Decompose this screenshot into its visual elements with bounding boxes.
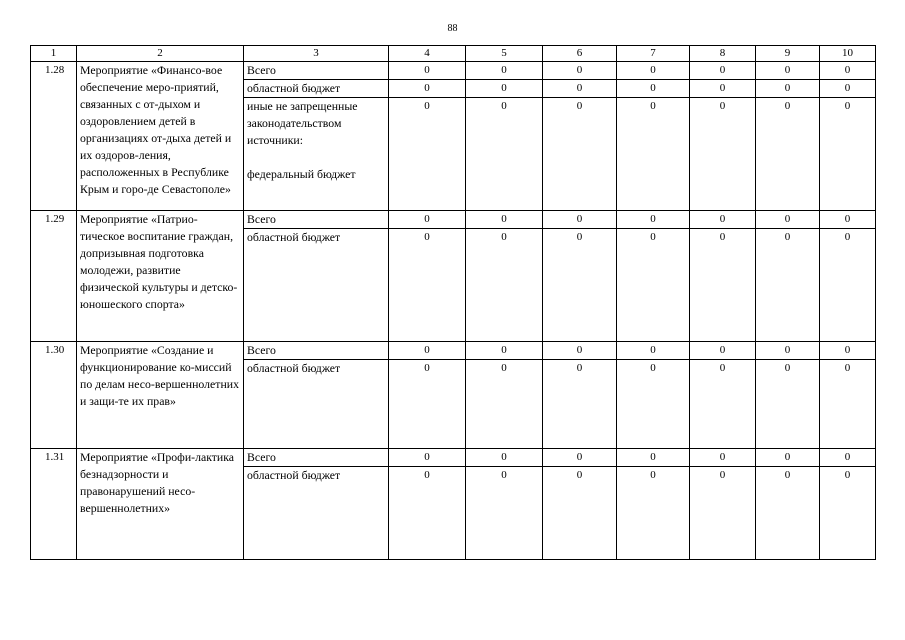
value-cell: 0 — [820, 211, 876, 229]
column-header: 10 — [820, 46, 876, 62]
value-cell: 0 — [543, 62, 617, 80]
value-cell: 0 — [617, 229, 690, 342]
column-header: 1 — [31, 46, 77, 62]
value-cell: 0 — [617, 62, 690, 80]
column-header: 5 — [466, 46, 543, 62]
value-cell: 0 — [389, 211, 466, 229]
measure-name: Мероприятие «Профи-лактика безнадзорности и правонарушений несо-вершеннолетних» — [77, 449, 244, 560]
value-cell: 0 — [690, 342, 756, 360]
funding-source-line: областной бюджет — [247, 230, 341, 244]
value-cell: 0 — [466, 360, 543, 449]
value-cell: 0 — [690, 229, 756, 342]
column-header: 7 — [617, 46, 690, 62]
funding-source-line: Всего — [247, 450, 276, 464]
column-header: 8 — [690, 46, 756, 62]
value-cell: 0 — [690, 360, 756, 449]
value-cell: 0 — [617, 449, 690, 467]
value-cell: 0 — [543, 211, 617, 229]
value-cell: 0 — [389, 98, 466, 211]
value-cell: 0 — [466, 62, 543, 80]
funding-source-line: законодательством — [247, 116, 342, 130]
measure-number: 1.28 — [31, 62, 77, 211]
value-cell: 0 — [690, 98, 756, 211]
value-cell: 0 — [389, 80, 466, 98]
value-cell: 0 — [543, 98, 617, 211]
measure-number: 1.31 — [31, 449, 77, 560]
measure-name: Мероприятие «Финансо-вое обеспечение меро-приятий, связанных с от-дыхом и оздоровлением детей в организациях от-дыха детей и их оздоров-ления, расположенных в Республике Крым и горо-де Севастополе» — [77, 62, 244, 211]
value-cell: 0 — [466, 467, 543, 560]
funding-source-line: источники: — [247, 133, 304, 147]
value-cell: 0 — [756, 62, 820, 80]
value-cell: 0 — [389, 342, 466, 360]
value-cell: 0 — [617, 211, 690, 229]
value-cell: 0 — [756, 360, 820, 449]
value-cell: 0 — [690, 467, 756, 560]
value-cell: 0 — [389, 467, 466, 560]
value-cell: 0 — [690, 62, 756, 80]
value-cell: 0 — [820, 449, 876, 467]
funding-source — [244, 467, 389, 560]
value-cell: 0 — [820, 360, 876, 449]
value-cell: 0 — [389, 449, 466, 467]
table-row — [31, 342, 876, 360]
value-cell: 0 — [756, 449, 820, 467]
value-cell: 0 — [820, 229, 876, 342]
value-cell: 0 — [543, 342, 617, 360]
value-cell: 0 — [389, 229, 466, 342]
funding-source — [244, 342, 389, 360]
funding-source-line: Всего — [247, 63, 276, 77]
funding-source-line: Всего — [247, 212, 276, 226]
column-header: 6 — [543, 46, 617, 62]
funding-source — [244, 211, 389, 229]
value-cell: 0 — [543, 229, 617, 342]
value-cell: 0 — [756, 80, 820, 98]
funding-source — [244, 449, 389, 467]
funding-source-line: областной бюджет — [247, 361, 341, 375]
value-cell: 0 — [466, 98, 543, 211]
value-cell: 0 — [617, 98, 690, 211]
funding-source — [244, 80, 389, 98]
value-cell: 0 — [820, 98, 876, 211]
value-cell: 0 — [820, 62, 876, 80]
column-header: 4 — [389, 46, 466, 62]
funding-source-line: областной бюджет — [247, 81, 341, 95]
value-cell: 0 — [690, 80, 756, 98]
table-header-row — [31, 46, 876, 62]
funding-source-line — [247, 149, 385, 166]
value-cell: 0 — [466, 211, 543, 229]
table-row — [31, 211, 876, 229]
value-cell: 0 — [466, 342, 543, 360]
value-cell: 0 — [617, 342, 690, 360]
table-row — [31, 62, 876, 80]
value-cell: 0 — [756, 229, 820, 342]
funding-source-line: областной бюджет — [247, 468, 341, 482]
funding-source-line: иные не запрещенные — [247, 99, 358, 113]
value-cell: 0 — [543, 80, 617, 98]
value-cell: 0 — [617, 360, 690, 449]
value-cell: 0 — [820, 80, 876, 98]
column-header: 9 — [756, 46, 820, 62]
funding-source — [244, 62, 389, 80]
value-cell: 0 — [466, 80, 543, 98]
measure-name: Мероприятие «Патрио-тическое воспитание граждан, допризывная подготовка молодежи, развитие физической культуры и детско-юношеского спорта» — [77, 211, 244, 342]
value-cell: 0 — [756, 342, 820, 360]
funding-source-line: федеральный бюджет — [247, 167, 356, 181]
value-cell: 0 — [756, 98, 820, 211]
funding-source — [244, 229, 389, 342]
measure-name: Мероприятие «Создание и функционирование ко-миссий по делам несо-вершеннолетних и защи-те их прав» — [77, 342, 244, 449]
value-cell: 0 — [389, 62, 466, 80]
value-cell: 0 — [690, 211, 756, 229]
funding-source — [244, 98, 389, 211]
value-cell: 0 — [820, 467, 876, 560]
measure-number: 1.29 — [31, 211, 77, 342]
value-cell: 0 — [617, 467, 690, 560]
value-cell: 0 — [389, 360, 466, 449]
value-cell: 0 — [756, 211, 820, 229]
program-measures-table — [30, 45, 876, 560]
column-header: 2 — [77, 46, 244, 62]
table-row — [31, 449, 876, 467]
value-cell: 0 — [617, 80, 690, 98]
value-cell: 0 — [466, 449, 543, 467]
value-cell: 0 — [543, 449, 617, 467]
funding-source — [244, 360, 389, 449]
value-cell: 0 — [543, 360, 617, 449]
value-cell: 0 — [690, 449, 756, 467]
value-cell: 0 — [466, 229, 543, 342]
page-number: 88 — [447, 23, 458, 34]
measure-number: 1.30 — [31, 342, 77, 449]
value-cell: 0 — [756, 467, 820, 560]
column-header: 3 — [244, 46, 389, 62]
value-cell: 0 — [820, 342, 876, 360]
funding-source-line: Всего — [247, 343, 276, 357]
value-cell: 0 — [543, 467, 617, 560]
